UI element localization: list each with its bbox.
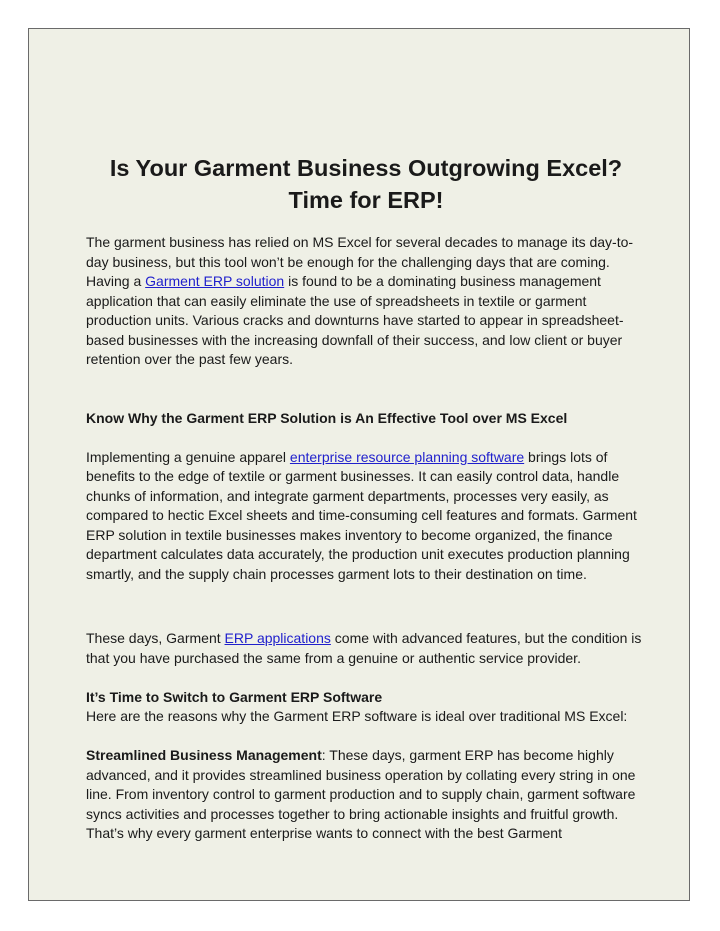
streamlined-text: : These days, garment ERP has become highly advanced, and it provides streamlined business operation by collating every string in one line. From inventory control to garment production and to supply chain, garment software syncs activities and processes together to bring actionable insights and fruitful growth. That’s why every garment enterprise wants to connect with the best Garment <box>86 747 636 841</box>
streamlined-paragraph <box>86 746 646 844</box>
erp-applications-link[interactable]: ERP applications <box>224 630 331 646</box>
intro-text-after: is found to be a dominating business management application that can easily eliminate the use of spreadsheets in textile or garment production units. Various cracks and downturns have started to appear in spreadsheet-based businesses with the increasing downfall of their success, and low client or buyer retention over the past few years. <box>86 273 624 367</box>
section2-intro: Here are the reasons why the Garment ERP software is ideal over traditional MS Excel: <box>86 708 628 724</box>
section1-text-before: Implementing a genuine apparel <box>86 448 290 465</box>
section-heading-switch: It’s Time to Switch to Garment ERP Software <box>86 688 383 705</box>
para3-text-before: These days, Garment <box>86 630 225 646</box>
document-title <box>86 152 646 216</box>
para3-text-after: come with advanced features, but the condition is that you have purchased the same from a genuine or authentic service provider. <box>86 630 642 666</box>
section1-text-after: brings lots of benefits to the edge of textile or garment businesses. It can easily control data, handle chunks of information, and integrate garment departments, processes very easily, as compared to hectic Excel sheets and time-consuming cell features and formats. Garment ERP solution in textile businesses makes inventory to become organized, the finance department calculates data accurately, the production unit executes production planning smartly, and the supply chain processes garment lots to their destination on time. <box>86 448 637 582</box>
section-heading-effective-tool: Know Why the Garment ERP Solution is An Effective Tool over MS Excel <box>86 409 568 426</box>
garment-erp-solution-link[interactable]: Garment ERP solution <box>145 273 285 289</box>
erp-applications-paragraph <box>86 629 646 668</box>
document-content <box>86 152 646 844</box>
streamlined-label: Streamlined Business Management <box>86 747 322 763</box>
intro-paragraph <box>86 233 646 370</box>
section1-paragraph <box>86 448 646 585</box>
title-line-2: Time for ERP! <box>288 187 444 213</box>
document-page <box>28 28 690 901</box>
title-line-1: Is Your Garment Business Outgrowing Excel? <box>109 155 623 181</box>
intro-text-before: The garment business has relied on MS Excel for several decades to manage its day-to-day business, but this tool won’t be enough for the challenging days that are coming. Having a <box>86 234 634 289</box>
enterprise-resource-planning-link[interactable]: enterprise resource planning software <box>289 448 525 465</box>
